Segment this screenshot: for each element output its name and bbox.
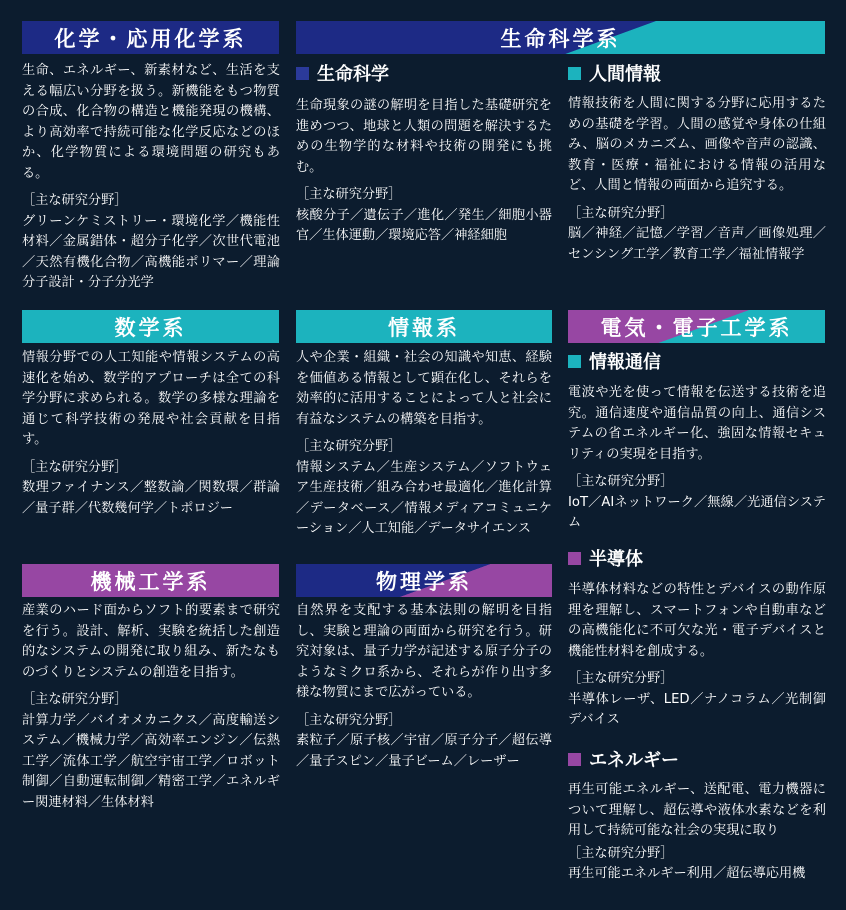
info-research-label: ［主な研究分野］ bbox=[296, 439, 402, 454]
life-science-header: 生命科学系 bbox=[296, 21, 825, 54]
square-bullet-icon bbox=[568, 67, 581, 80]
ee-header: 電気・電子工学系 bbox=[568, 310, 825, 343]
physics-research-fields: 素粒子／原子核／宇宙／原子分子／超伝導／量子スピン／量子ビーム／レーザー bbox=[296, 733, 552, 769]
biology-research-fields: 核酸分子／遺伝子／進化／発生／細胞小器官／生体運動／環境応答／神経細胞 bbox=[296, 207, 552, 243]
chemistry-section bbox=[22, 61, 280, 294]
mech-description: 産業のハード面からソフト的要素まで研究を行う。設計、解析、実験を統括した創造的なシステムの開発に取り組み、新たなものづくりとシステムの創造を目指す。 bbox=[22, 603, 280, 680]
semi-description: 半導体材料などの特性とデバイスの動作原理を理解し、スマートフォンや自動車などの高機能化に不可欠な光・電子デバイスと機能性材料を創成する。 bbox=[568, 582, 826, 659]
physics-description: 自然界を支配する基本法則の解明を目指し、実験と理論の両面から研究を行う。研究対象は、量子力学が記述する原子分子のようなミクロ系から、それらが作り出す多様な物質にまで広がっている。 bbox=[296, 603, 552, 700]
semi-section bbox=[568, 580, 826, 731]
biology-description: 生命現象の謎の解明を目指した基礎研究を進めつつ、地球と人類の問題を解決するための生物学的な材料や技術の開発にも挑む。 bbox=[296, 98, 552, 175]
physics-header: 物理学系 bbox=[296, 564, 552, 597]
human-info-research-fields: 脳／神経／記憶／学習／音声／画像処理／センシング工学／教育工学／福祉情報学 bbox=[568, 226, 826, 262]
mech-section bbox=[22, 601, 280, 813]
math-section bbox=[22, 348, 280, 519]
human-info-title: 人間情報 bbox=[589, 64, 661, 85]
energy-research-fields: 再生可能エネルギー利用／超伝導応用機 bbox=[568, 866, 806, 881]
math-research-fields: 数理ファイナンス／整数論／関数環／群論／量子群／代数幾何学／トポロジー bbox=[22, 480, 280, 516]
mech-research-label: ［主な研究分野］ bbox=[22, 692, 128, 707]
semi-research-fields: 半導体レーザ、LED／ナノコラム／光制御デバイス bbox=[568, 691, 826, 727]
energy-subheader bbox=[568, 748, 679, 770]
comm-research-fields: IoT／AIネットワーク／無線／光通信システム bbox=[568, 494, 826, 530]
semi-research-label: ［主な研究分野］ bbox=[568, 671, 674, 686]
energy-research-label: ［主な研究分野］ bbox=[568, 845, 674, 861]
biology-section bbox=[296, 96, 552, 247]
mech-research-fields: 計算力学／バイオメカニクス／高度輸送システム／機械力学／高効率エンジン／伝熱工学／流体工学／航空宇宙工学／ロボット制御／自動運転制御／精密工学／エネルギー関連材料／生体材料 bbox=[22, 712, 280, 810]
biology-title: 生命科学 bbox=[317, 64, 389, 85]
comm-subheader bbox=[568, 350, 661, 372]
chemistry-research-label: ［主な研究分野］ bbox=[22, 193, 128, 208]
chemistry-research-fields: グリーンケミストリー・環境化学／機能性材料／金属錯体・超分子化学／次世代電池／天然有機化合物／高機能ポリマー／理論分子設計・分子分光学 bbox=[22, 213, 280, 290]
math-header: 数学系 bbox=[22, 310, 279, 343]
chemistry-description: 生命、エネルギー、新素材など、生活を支える幅広い分野を扱う。新機能をもつ物質の合成、化合物の構造と機能発現の機構、より高効率で持続可能な化学反応などのほか、化学物質による環境問題の研究もある。 bbox=[22, 63, 280, 181]
semi-subheader bbox=[568, 547, 643, 569]
comm-research-label: ［主な研究分野］ bbox=[568, 474, 674, 489]
human-info-section bbox=[568, 94, 826, 265]
info-section bbox=[296, 348, 552, 540]
human-info-subheader bbox=[568, 62, 661, 84]
energy-description: 再生可能エネルギー、送配電、電力機器について理解し、超伝導や液体水素などを利用して持続可能な社会の実現に取り bbox=[568, 782, 826, 838]
math-research-label: ［主な研究分野］ bbox=[22, 459, 128, 475]
comm-description: 電波や光を使って情報を伝送する技術を追究。通信速度や通信品質の向上、通信システムの省エネルギー化、強固な情報セキュリティの実現を目指す。 bbox=[568, 385, 826, 462]
biology-subheader bbox=[296, 62, 389, 84]
square-bullet-icon bbox=[296, 67, 309, 80]
square-bullet-icon bbox=[568, 753, 581, 766]
semi-title: 半導体 bbox=[589, 549, 643, 570]
human-info-research-label: ［主な研究分野］ bbox=[568, 205, 674, 221]
square-bullet-icon bbox=[568, 355, 581, 368]
comm-section bbox=[568, 383, 826, 534]
energy-title: エネルギー bbox=[589, 750, 679, 771]
human-info-description: 情報技術を人間に関する分野に応用するための基礎を学習。人間の感覚や身体の仕組み、脳のメカニズム、画像や音声の認識、教育・医療・福祉における情報の活用など、人間と情報の両面から追究する。 bbox=[568, 96, 826, 193]
energy-section bbox=[568, 780, 826, 885]
mech-header: 機械工学系 bbox=[22, 564, 279, 597]
chemistry-header: 化学・応用化学系 bbox=[22, 21, 279, 54]
math-description: 情報分野での人工知能や情報システムの高速化を始め、数学的アプローチは全ての科学分野に求められる。数学の多様な理論を通じて科学技術の発展や社会貢献を目指す。 bbox=[22, 350, 280, 447]
physics-section bbox=[296, 601, 552, 772]
comm-title: 情報通信 bbox=[589, 352, 661, 373]
square-bullet-icon bbox=[568, 552, 581, 565]
biology-research-label: ［主な研究分野］ bbox=[296, 187, 402, 202]
info-header: 情報系 bbox=[296, 310, 552, 343]
physics-research-label: ［主な研究分野］ bbox=[296, 712, 402, 728]
info-research-fields: 情報システム／生産システム／ソフトウェア生産技術／組み合わせ最適化／進化計算／データベース／情報メディアコミュニケーション／人工知能／データサイエンス bbox=[296, 459, 552, 536]
info-description: 人や企業・組織・社会の知識や知恵、経験を価値ある情報として顕在化し、それらを効率的に活用することによって人と社会に有益なシステムの構築を目指す。 bbox=[296, 350, 552, 427]
